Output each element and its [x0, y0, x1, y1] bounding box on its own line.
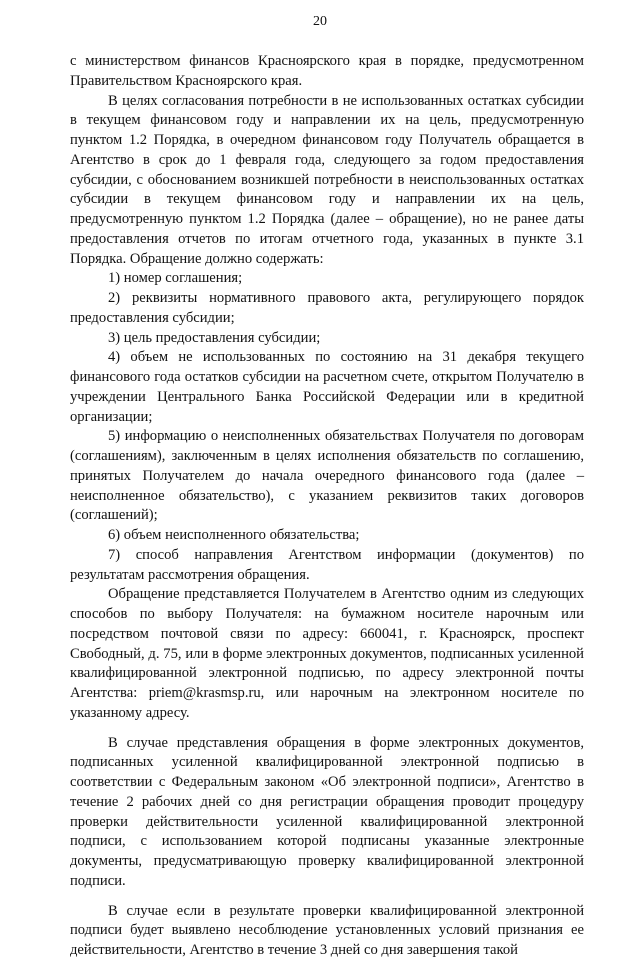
- list-item-2: 2) реквизиты нормативного правового акта, регулирующего порядок предоставления субсидии;: [70, 290, 584, 326]
- document-body: [70, 52, 584, 961]
- list-item-5: 5) информацию о неисполненных обязательствах Получателя по договорам (соглашениям), заключенным в целях исполнения обязательств по соглашению, принятых Получателем до начала очередного финансового года (далее – неисполненное обязательство), с указанием реквизитов таких договоров (соглашений);: [70, 428, 584, 524]
- list-item-7: 7) способ направления Агентством информации (документов) по результатам рассмотрения обращения.: [70, 546, 584, 583]
- paragraph-electronic-docs: В случае представления обращения в форме электронных документов, подписанных усиленной квалифицированной электронной подписью в соответствии с Федеральным законом «Об электронной подписи», Агентство в течение 2 рабочих дней со дня регистрации обращения проводит процедуру проверки действительности усиленной квалифицированной электронной подписи, с использованием которой подписаны указанные электронные документы, предусматривающую проверку квалифицированной электронной подписи.: [70, 734, 584, 889]
- list-item-4: 4) объем не использованных по состоянию на 31 декабря текущего финансового года остатков субсидии на расчетном счете, открытом Получателю в учреждении Центрального Банка Российской Федерации или в кредитной организации;: [70, 349, 584, 425]
- paragraph-verification: В случае если в результате проверки квалифицированной электронной подписи будет выявлено несоблюдение установленных условий признания ее действительности, Агентство в течение 3 дней со дня завершения такой: [70, 902, 584, 958]
- paragraph-gap: [70, 724, 584, 734]
- paragraph-continuation: с министерством финансов Красноярского края в порядке, предусмотренном Правительством Красноярского края.: [70, 53, 584, 89]
- list-item-1: 1) номер соглашения;: [108, 270, 243, 287]
- paragraph-submission: Обращение представляется Получателем в Агентство одним из следующих способов по выбору Получателя: на бумажном носителе нарочным или посредством почтовой связи по адресу: 660041, г. Красноярск, проспект Свободный, д. 75, или в форме электронных документов, подписанных усиленной квалифицированной электронной подписью, по адресу электронной почты Агентства: priem@krasmsp.ru, или нарочным на электронном носителе по указанному адресу.: [70, 586, 584, 721]
- paragraph-gap: [70, 892, 584, 902]
- list-item-3: 3) цель предоставления субсидии;: [108, 329, 321, 346]
- page-number: 20: [313, 14, 327, 29]
- list-item-6: 6) объем неисполненного обязательства;: [108, 527, 360, 543]
- paragraph-purpose: В целях согласования потребности в не использованных остатках субсидии в текущем финансовом году и направлении их на цель, предусмотренную пунктом 1.2 Порядка, в очередном финансовом году Получатель обращается в Агентство в срок до 1 февраля года, следующего за годом предоставления субсидии, с обоснованием возникшей потребности в неиспользованных остатках субсидии в текущем финансовом году и направлении их на цель, предусмотренную пунктом 1.2 Порядка (далее – обращение), но не ранее даты предоставления отчетов по итогам отчетного года, указанных в пункте 3.1 Порядка. Обращение должно содержать:: [70, 92, 584, 267]
